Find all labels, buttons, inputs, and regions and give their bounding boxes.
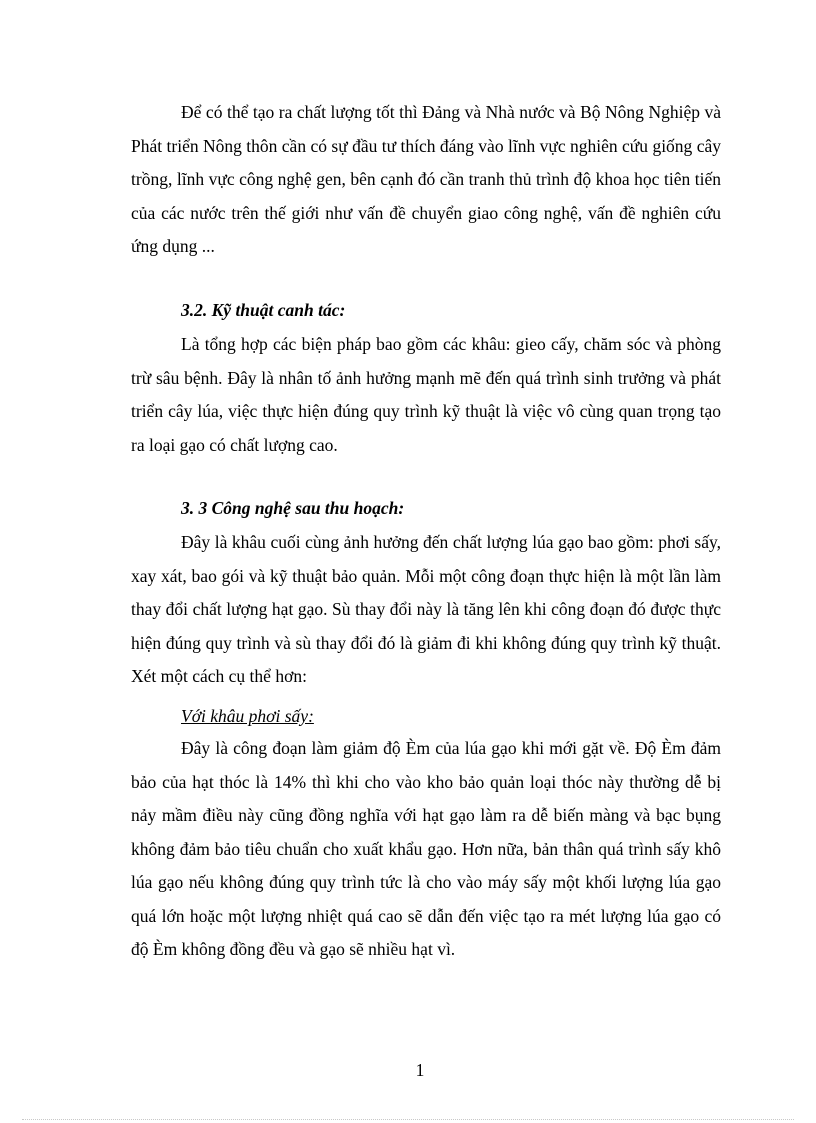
paragraph-text: Là tổng hợp các biện pháp bao gồm các khâu: gieo cấy, chăm sóc và phòng trừ sâu bệnh. Đây là nhân tố ảnh hưởng mạnh mẽ đến quá trình sinh trưởng và phát triển cây lúa, việc thực hiện đúng quy trình kỹ thuật là việc vô cùng quan trọng tạo ra loại gạo có chất lượng cao. [131, 334, 721, 455]
paragraph-cultivation [131, 328, 721, 462]
section-heading-cultivation: 3.2. Kỹ thuật canh tác: [181, 300, 346, 320]
paragraph-text: Để có thể tạo ra chất lượng tốt thì Đảng và Nhà nước và Bộ Nông Nghiệp và Phát triển Nông thôn cần có sự đầu tư thích đáng vào lĩnh vực nghiên cứu giống cây trồng, lĩnh vực công nghệ gen, bên cạnh đó cần tranh thủ trình độ khoa học tiên tiến của các nước trên thế giới như vấn đề chuyển giao công nghệ, vấn đề nghiên cứu ứng dụng ... [131, 102, 721, 256]
section-heading-post-harvest: 3. 3 Công nghệ sau thu hoạch: [181, 498, 405, 518]
paragraph-post-harvest [131, 526, 721, 694]
paragraph-text: Đây là khâu cuối cùng ảnh hưởng đến chất lượng lúa gạo bao gồm: phơi sấy, xay xát, bao gói và kỹ thuật bảo quản. Mỗi một công đoạn thực hiện là một lần làm thay đổi chất lượng hạt gạo. Sù thay đổi này là tăng lên khi công đoạn đó được thực hiện đúng quy trình và sù thay đổi đó là giảm đi khi không đúng quy trình kỹ thuật. Xét một cách cụ thể hơn: [131, 532, 721, 686]
paragraph-investment [131, 96, 721, 264]
paragraph-text: Đây là công đoạn làm giảm độ Èm của lúa gạo khi mới gặt về. Độ Èm đảm bảo của hạt thóc là 14% thì khi cho vào kho bảo quản loại thóc này thường dễ bị nảy mầm điều này cũng đồng nghĩa với hạt gạo làm ra dễ biến màng và bạc bụng không đảm bảo tiêu chuẩn cho xuất khẩu gạo. Hơn nữa, bản thân quá trình sấy khô lúa gạo nếu không đúng quy trình tức là cho vào máy sấy một khối lượng lúa gạo quá lớn hoặc một lượng nhiệt quá cao sẽ dẫn đến việc tạo ra mét lượng lúa gạo có độ Èm không đồng đều và gạo sẽ nhiều hạt vì. [131, 738, 721, 959]
page-bottom-divider [22, 1119, 794, 1120]
paragraph-drying [131, 732, 721, 967]
page-number: 1 [415, 1060, 425, 1080]
sub-heading-drying: Với khâu phơi sấy: [181, 706, 314, 726]
